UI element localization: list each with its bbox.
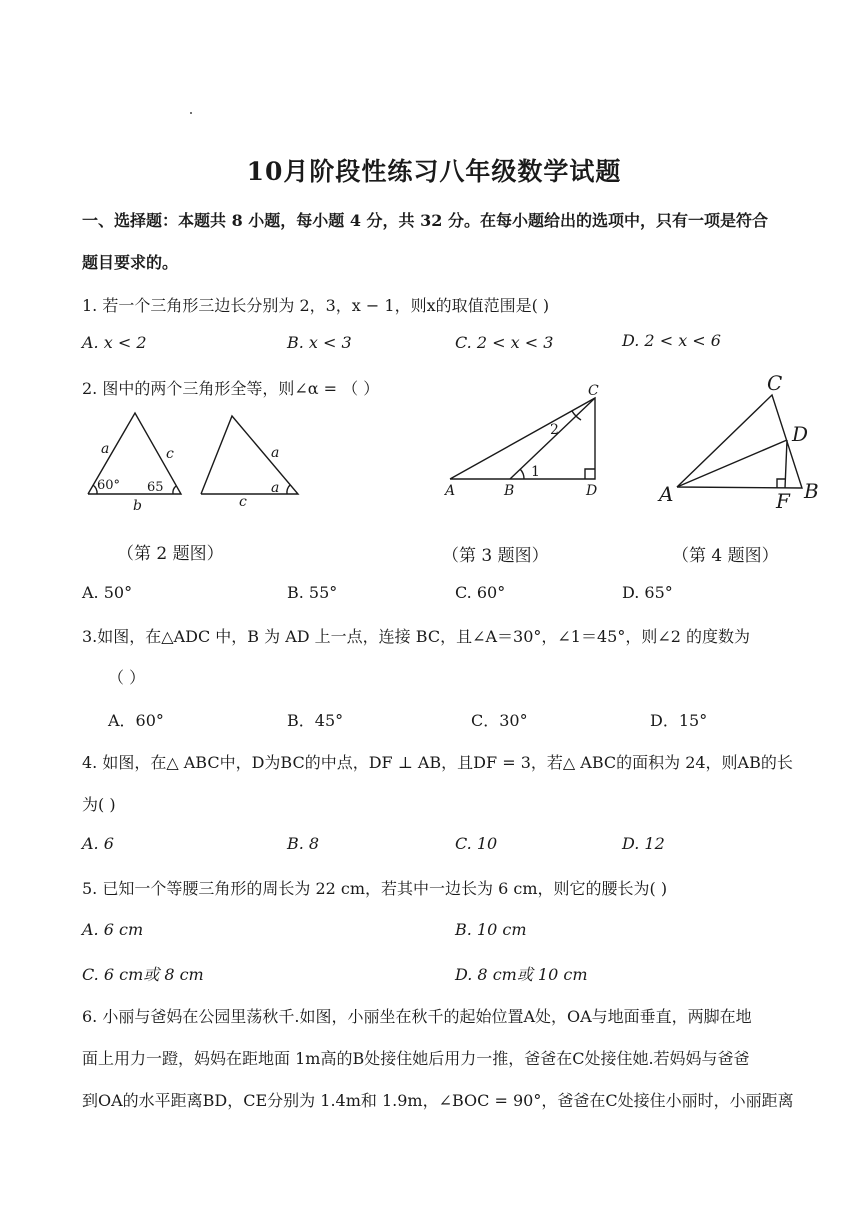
fig4-label-b: B [804, 479, 819, 503]
q3-stem: 3.如图，在△ADC 中，B 为 AD 上一点，连接 BC，且∠A＝30°，∠1＝45°，则∠2 的度数为 [82, 627, 751, 646]
q6-line3: 到OA的水平距离BD，CE分别为 1.4m和 1.9m，∠BOC = 90°，爸爸在C处接住小丽时，小丽距离 [82, 1091, 794, 1110]
fig3-label-b: B [504, 483, 515, 499]
q4-stem-cont: 为( ) [82, 795, 116, 814]
q2-stem: 2. 图中的两个三角形全等，则∠α = （ ） [82, 379, 380, 398]
q6-line1: 6. 小丽与爸妈在公园里荡秋千.如图，小丽坐在秋千的起始位置A处，OA与地面垂直，两脚在地 [82, 1007, 752, 1026]
fig2-label-alpha: a [271, 480, 280, 496]
q5-option-d: D. 8 cm或 10 cm [455, 965, 588, 984]
q3-option-b: B．45° [287, 711, 344, 730]
fig3-label-1: 1 [531, 464, 540, 480]
figure-4-triangle [655, 368, 835, 518]
q2-option-b: B. 55° [287, 583, 338, 602]
fig2-label-65: 65 [147, 480, 164, 495]
q5-option-a: A. 6 cm [82, 920, 144, 939]
q3-option-c: C．30° [471, 711, 528, 730]
fig2-label-c1: c [166, 446, 174, 462]
fig3-label-c: C [588, 383, 599, 399]
q4-option-d: D. 12 [622, 834, 665, 853]
section-heading-line1: 一、选择题：本题共 8 小题，每小题 4 分，共 32 分。在每小题给出的选项中，只有一项是符合 [82, 211, 768, 230]
q1-option-b: B. x < 3 [287, 333, 352, 352]
fig2-label-a1: a [101, 441, 110, 457]
fig4-label-d: D [792, 422, 809, 446]
fig2-label-c2: c [239, 494, 247, 510]
fig3-caption: （第 3 题图） [442, 546, 549, 566]
scan-speck [190, 112, 192, 114]
q6-line2: 面上用力一蹬，妈妈在距地面 1m高的B处接住她后用力一推，爸爸在C处接住她.若妈妈与爸爸 [82, 1049, 750, 1068]
fig3-label-a: A [445, 483, 456, 499]
q4-option-b: B. 8 [287, 834, 320, 853]
q1-option-c: C. 2 < x < 3 [455, 333, 554, 352]
fig2-label-a2: a [271, 445, 280, 461]
q5-stem: 5. 已知一个等腰三角形的周长为 22 cm，若其中一边长为 6 cm，则它的腰长为( ) [82, 879, 668, 898]
fig3-label-d: D [586, 483, 598, 499]
q1-option-a: A. x < 2 [82, 333, 147, 352]
q3-paren: （ ） [108, 668, 146, 687]
fig2-label-60: 60° [97, 478, 121, 493]
fig3-label-2: 2 [550, 422, 559, 438]
section-heading-line2: 题目要求的。 [82, 253, 179, 272]
page-title: 10月阶段性练习八年级数学试题 [246, 157, 622, 186]
q2-option-d: D. 65° [622, 583, 673, 602]
q2-option-a: A. 50° [82, 583, 133, 602]
q1-stem: 1. 若一个三角形三边长分别为 2，3，x − 1，则x的取值范围是( ) [82, 296, 550, 315]
fig4-label-f: F [776, 489, 790, 513]
q4-stem: 4. 如图，在△ ABC中，D为BC的中点，DF ⊥ AB，且DF = 3，若△ ABC的面积为 24，则AB的长 [82, 753, 793, 772]
fig4-label-c: C [767, 371, 783, 395]
figure-2-triangles [80, 405, 305, 515]
q1-option-d: D. 2 < x < 6 [622, 331, 721, 350]
fig2-caption: （第 2 题图） [117, 544, 224, 564]
q4-option-c: C. 10 [455, 834, 498, 853]
q3-option-a: A．60° [108, 711, 164, 730]
fig2-label-b: b [133, 498, 142, 514]
q3-option-d: D．15° [650, 711, 708, 730]
q4-option-a: A. 6 [82, 834, 114, 853]
fig4-caption: （第 4 题图） [672, 546, 779, 566]
q5-option-b: B. 10 cm [455, 920, 527, 939]
q5-option-c: C. 6 cm或 8 cm [82, 965, 204, 984]
q2-option-c: C. 60° [455, 583, 506, 602]
figure-3-triangle [440, 378, 610, 503]
fig4-label-a: A [659, 482, 674, 506]
